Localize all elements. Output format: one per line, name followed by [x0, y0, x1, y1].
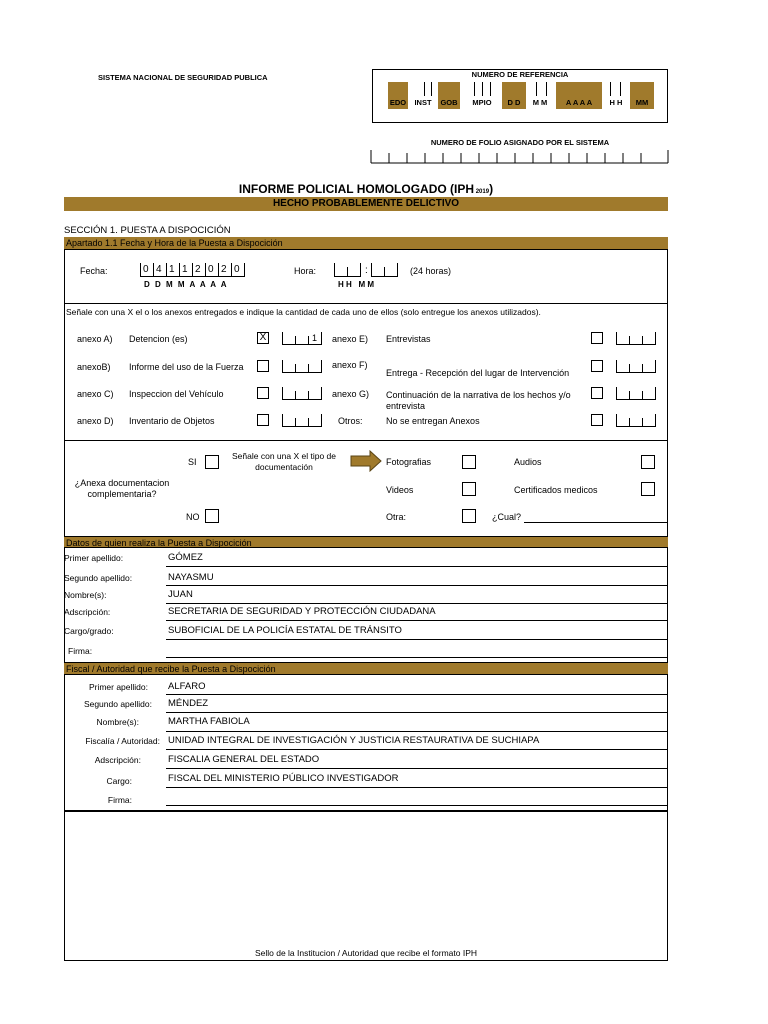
doc-no-label: NO [186, 512, 200, 522]
field-underline [166, 768, 668, 769]
ref-cell-aaaa: A A A A [556, 96, 602, 109]
ref-cell-gob: GOB [438, 96, 460, 109]
hora-label: Hora: [294, 266, 317, 276]
form-title-close: ) [489, 182, 494, 196]
doc-otra-checkbox[interactable] [462, 509, 476, 523]
anexo-f-checkbox[interactable] [591, 360, 603, 372]
doc-audios-label: Audios [514, 457, 542, 467]
anexo-otros-label: No se entregan Anexos [386, 416, 480, 426]
anexo-c-label: Inspeccion del Vehículo [129, 389, 224, 399]
field-underline [166, 712, 668, 713]
recibe-adscripcion-value[interactable]: FISCALIA GENERAL DEL ESTADO [168, 754, 320, 765]
doc-audios-checkbox[interactable] [641, 455, 655, 469]
divider [64, 303, 668, 304]
ref-cell-mpio: MPIO [472, 98, 492, 107]
hora-hh-field[interactable] [334, 263, 364, 277]
realiza-cargo-value[interactable]: SUBOFICIAL DE LA POLICÍA ESTATAL DE TRÁNSITO [168, 625, 402, 636]
anexo-otros-count-field[interactable] [616, 414, 656, 427]
anexo-d-label: Inventario de Objetos [129, 416, 215, 426]
realiza-primer-apellido-value[interactable]: GÓMEZ [168, 552, 203, 563]
ref-cell-mm: M M [532, 98, 548, 107]
folio-slots [370, 150, 670, 164]
ref-cell-min: MM [630, 96, 654, 109]
ref-slot [610, 82, 611, 96]
field-underline [166, 731, 668, 732]
doc-cual-label: ¿Cual? [492, 512, 522, 522]
anexo-g-key: anexo G) [332, 389, 370, 399]
ref-slot [474, 82, 475, 96]
realiza-segundo-apellido-label: Segundo apellido: [64, 573, 133, 583]
recibe-primer-apellido-value[interactable]: ALFARO [168, 681, 206, 692]
anexo-e-key: anexo E) [332, 334, 369, 344]
field-underline [166, 639, 668, 640]
recibe-fiscalia-label: Fiscalía / Autoridad: [85, 736, 160, 746]
form-title [64, 182, 668, 196]
recibe-segundo-apellido-label: Segundo apellido: [83, 699, 152, 709]
anexo-g-count-field[interactable] [616, 387, 656, 400]
field-underline [166, 585, 668, 586]
field-underline [166, 566, 668, 567]
ref-block [630, 82, 654, 96]
anexo-b-count-field[interactable] [282, 360, 322, 373]
hora-mm-field[interactable] [371, 263, 401, 277]
divider [64, 810, 668, 812]
recibe-segundo-apellido-value[interactable]: MÉNDEZ [168, 698, 209, 709]
anexo-d-key: anexo D) [77, 416, 114, 426]
recibe-nombre-value[interactable]: MARTHA FABIOLA [168, 716, 250, 727]
ref-slot [482, 82, 483, 96]
anexo-g-label: Continuación de la narrativa de los hechos y/o entrevista [386, 390, 571, 411]
hora-note: (24 horas) [410, 266, 452, 276]
ref-block [388, 82, 408, 96]
doc-instruction: Señale con una X el tipo de documentación [232, 451, 336, 472]
realiza-firma-field[interactable] [166, 657, 668, 658]
anexo-c-checkbox[interactable] [257, 387, 269, 399]
field-underline [166, 620, 668, 621]
realiza-nombre-value[interactable]: JUAN [168, 589, 193, 600]
anexo-g-checkbox[interactable] [591, 387, 603, 399]
fecha-digit: 2 [195, 264, 201, 275]
recibe-primer-apellido-label: Primer apellido: [88, 682, 148, 692]
doc-cual-field[interactable] [524, 522, 668, 523]
ref-slot [431, 82, 432, 96]
doc-videos-label: Videos [386, 485, 414, 495]
recibe-fiscalia-value[interactable]: UNIDAD INTEGRAL DE INVESTIGACIÓN Y JUSTICIA RESTAURATIVA DE SUCHIAPA [168, 735, 540, 746]
anexo-f-count-field[interactable] [616, 360, 656, 373]
realiza-header: Datos de quien realiza la Puesta a Dispocición [64, 536, 668, 548]
hora-separator: : [365, 265, 368, 276]
reference-number-title: NUMERO DE REFERENCIA [471, 70, 569, 79]
doc-question: ¿Anexa documentacion complementaria? [74, 478, 170, 499]
realiza-firma-label: Firma: [68, 646, 93, 656]
anexo-a-checkbox[interactable]: X [257, 332, 269, 344]
anexo-f-label: Entrega - Recepción del lugar de Intervención [386, 368, 570, 378]
realiza-nombre-label: Nombre(s): [64, 590, 107, 600]
anexo-c-count-field[interactable] [282, 387, 322, 400]
doc-certificados-label: Certificados medicos [514, 485, 598, 495]
fecha-legend: D D M M A A A A [144, 280, 227, 289]
anexos-instruction: Señale con una X el o los anexos entregados e indique la cantidad de cada uno de ellos (solo entregue los anexos utilizados). [66, 307, 541, 317]
realiza-primer-apellido-label: Primer apellido: [64, 553, 124, 563]
form-subtitle: HECHO PROBABLEMENTE DELICTIVO [64, 197, 668, 211]
realiza-adscripcion-label: Adscripción: [64, 607, 111, 617]
anexo-otros-key: Otros: [338, 416, 363, 426]
ref-block [502, 82, 526, 96]
doc-si-label: SI [188, 457, 197, 467]
ref-slot [424, 82, 425, 96]
anexo-e-count-field[interactable] [616, 332, 656, 345]
fecha-digit: 4 [156, 264, 162, 275]
ref-cell-hh: H H [609, 98, 623, 107]
section-title: SECCIÓN 1. PUESTA A DISPOCICIÓN [64, 225, 231, 236]
anexo-e-checkbox[interactable] [591, 332, 603, 344]
anexo-a-label: Detencion (es) [129, 334, 188, 344]
ref-block [556, 82, 602, 96]
form-frame [64, 237, 668, 961]
ref-slot [490, 82, 491, 96]
ref-cell-dd: D D [502, 96, 526, 109]
realiza-segundo-apellido-value[interactable]: NAYASMU [168, 572, 214, 583]
anexo-c-key: anexo C) [77, 389, 114, 399]
recibe-nombre-label: Nombre(s): [96, 717, 139, 727]
doc-otra-label: Otra: [386, 512, 407, 522]
ref-slot [620, 82, 621, 96]
fecha-digit: 1 [169, 264, 175, 275]
folio-title: NUMERO DE FOLIO ASIGNADO POR EL SISTEMA [430, 138, 610, 147]
hora-legend: H H M M [338, 280, 374, 289]
doc-si-checkbox[interactable] [205, 455, 219, 469]
fecha-field[interactable] [140, 263, 248, 277]
field-underline [166, 749, 668, 750]
arrow-right-icon [350, 450, 382, 472]
doc-fotografias-label: Fotografias [386, 457, 432, 467]
field-underline [166, 787, 668, 788]
anexo-d-count-field[interactable] [282, 414, 322, 427]
form-title-main: INFORME POLICIAL HOMOLOGADO (IPH [238, 182, 475, 196]
fecha-digit: 0 [208, 264, 214, 275]
anexo-otros-checkbox[interactable] [591, 414, 603, 426]
anexo-a-count-field[interactable] [282, 332, 322, 345]
system-name: SISTEMA NACIONAL DE SEGURIDAD PUBLICA [98, 73, 268, 82]
fecha-digit: 0 [234, 264, 240, 275]
apartado-header: Apartado 1.1 Fecha y Hora de la Puesta a Dispocición [64, 237, 668, 250]
anexo-b-key: anexoB) [77, 362, 111, 372]
ref-cell-inst: INST [414, 98, 432, 107]
recibe-cargo-value[interactable]: FISCAL DEL MINISTERIO PÚBLICO INVESTIGADOR [168, 773, 399, 784]
anexo-b-label: Informe del uso de la Fuerza [129, 362, 244, 372]
ref-slot [546, 82, 547, 96]
recibe-cargo-label: Cargo: [106, 776, 132, 786]
doc-videos-checkbox[interactable] [462, 482, 476, 496]
anexo-f-key: anexo F) [332, 360, 368, 370]
field-underline [166, 694, 668, 695]
recibe-adscripcion-label: Adscripción: [94, 755, 141, 765]
recibe-firma-label: Firma: [107, 795, 132, 805]
recibe-firma-field[interactable] [166, 805, 668, 806]
doc-no-checkbox[interactable] [205, 509, 219, 523]
anexo-a-count: 1 [312, 333, 318, 343]
field-underline [166, 603, 668, 604]
form-title-year: 2019 [475, 189, 490, 195]
fecha-label: Fecha: [80, 266, 108, 276]
anexo-e-label: Entrevistas [386, 334, 431, 344]
anexo-b-checkbox[interactable] [257, 360, 269, 372]
seal-caption: Sello de la Institucion / Autoridad que recibe el formato IPH [254, 948, 478, 958]
fecha-digit: 2 [221, 264, 227, 275]
anexo-d-checkbox[interactable] [257, 414, 269, 426]
doc-fotografias-checkbox[interactable] [462, 455, 476, 469]
ref-slot [536, 82, 537, 96]
fecha-digit: 0 [143, 264, 149, 275]
ref-cell-edo: EDO [389, 98, 407, 107]
fecha-digit: 1 [182, 264, 188, 275]
doc-certificados-checkbox[interactable] [641, 482, 655, 496]
anexo-a-key: anexo A) [77, 334, 113, 344]
recibe-header: Fiscal / Autoridad que recibe la Puesta a Dispocición [64, 662, 668, 675]
divider [64, 440, 668, 441]
realiza-cargo-label: Cargo/grado: [64, 626, 114, 636]
ref-block [438, 82, 460, 96]
realiza-adscripcion-value[interactable]: SECRETARIA DE SEGURIDAD Y PROTECCIÓN CIUDADANA [168, 606, 436, 617]
